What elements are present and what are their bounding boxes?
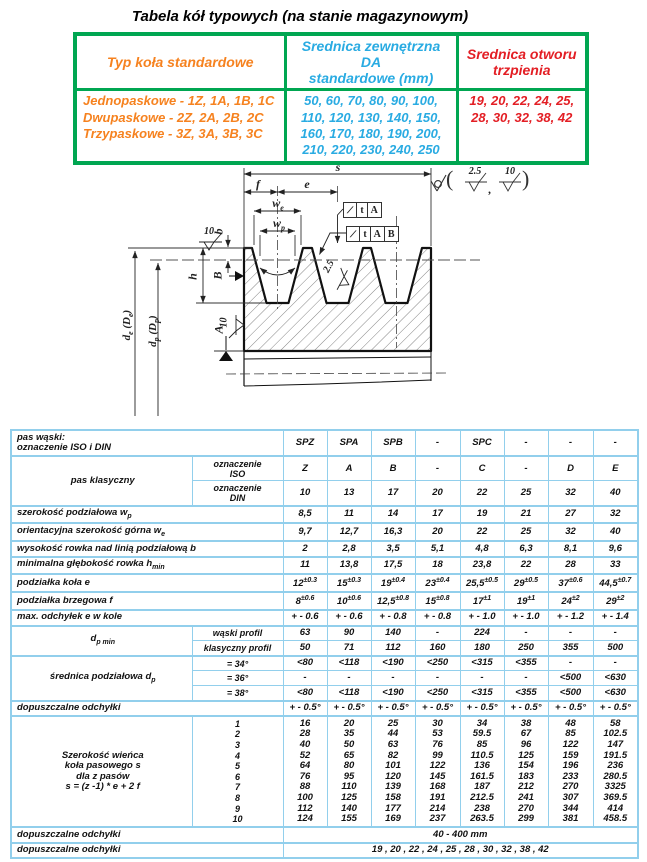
spec-value: 500 bbox=[593, 641, 638, 656]
spec-value: + - 0.6 bbox=[327, 610, 371, 626]
label-s: s bbox=[335, 160, 341, 174]
spec-value: - bbox=[504, 671, 548, 686]
spec-value: $19^{\pm 1}$ bbox=[504, 592, 548, 610]
spec-value: 18 bbox=[415, 557, 460, 575]
spec-value: $17^{\pm 1}$ bbox=[460, 592, 504, 610]
spec-row bbox=[11, 701, 638, 717]
spec-value: 16,3 bbox=[371, 523, 415, 541]
spec-value: 112 bbox=[371, 641, 415, 656]
page-title: Tabela kół typowych (na stanie magazynowym) bbox=[131, 8, 469, 25]
spec-value: 25 bbox=[504, 523, 548, 541]
spec-value: 58 102.5 147 191.5 236 280.5 3325 369.5 414 458.5 bbox=[593, 716, 638, 827]
spec-row bbox=[11, 656, 638, 671]
tolerance-t: t bbox=[356, 203, 366, 217]
spec-value: <355 bbox=[504, 686, 548, 701]
spec-value: + - 0.5° bbox=[415, 701, 460, 717]
spec-value: 30 53 76 99 122 145 168 191 214 237 bbox=[415, 716, 460, 827]
pulley-groove-drawing bbox=[88, 158, 568, 424]
spec-value: 20 35 50 65 80 95 110 125 140 155 bbox=[327, 716, 371, 827]
spec-sublabel: klasyczny profil bbox=[192, 641, 283, 656]
spec-value: 250 bbox=[504, 641, 548, 656]
spec-row-label: podziałka koła e bbox=[11, 574, 283, 592]
spec-value: 13 bbox=[327, 481, 371, 506]
label-de: $d_e$ $(D_e)$ bbox=[120, 309, 136, 341]
spec-row-label: szerokość podziałowa $w_p$ bbox=[11, 506, 283, 524]
spec-value: - bbox=[415, 456, 460, 481]
spec-value: + - 1.0 bbox=[504, 610, 548, 626]
spec-value: 9,7 bbox=[283, 523, 327, 541]
spec-value: 23,8 bbox=[460, 557, 504, 575]
spec-value: $8^{\pm 0.6}$ bbox=[283, 592, 327, 610]
spec-value: 21 bbox=[504, 506, 548, 524]
spec-value: SPC bbox=[460, 430, 504, 456]
spec-value: $37^{\pm 0.6}$ bbox=[548, 574, 593, 592]
legend-close-paren: ) bbox=[522, 166, 530, 191]
spec-value: $29^{\pm 0.5}$ bbox=[504, 574, 548, 592]
spec-row-label: podziałka brzegowa f bbox=[11, 592, 283, 610]
spec-value: 28 bbox=[548, 557, 593, 575]
spec-row-label: pas klasyczny bbox=[11, 456, 192, 505]
stock-outer-diameters: 50, 60, 70, 80, 90, 100, 110, 120, 130, 140, 150, 160, 170, 180, 190, 200, 210, 220, 230, 240, 250 bbox=[285, 90, 457, 164]
groove-spec-table bbox=[10, 429, 639, 859]
spec-value: + - 0.8 bbox=[415, 610, 460, 626]
spec-value: 22 bbox=[460, 523, 504, 541]
spec-row bbox=[11, 574, 638, 592]
spec-sublabel: wąski profil bbox=[192, 626, 283, 641]
spec-sublabel: 1 2 3 4 5 6 7 8 9 10 bbox=[192, 716, 283, 827]
spec-value: 48 85 122 159 196 233 270 307 344 381 bbox=[548, 716, 593, 827]
spec-value: 224 bbox=[460, 626, 504, 641]
pulley-body bbox=[244, 248, 431, 351]
datum-a-marker bbox=[219, 351, 233, 361]
spec-value: 17,5 bbox=[371, 557, 415, 575]
label-b: b bbox=[211, 228, 226, 235]
spec-row bbox=[11, 626, 638, 641]
legend-roughness-2-value: 10 bbox=[505, 166, 515, 177]
label-dp: $d_p$ $(D_p)$ bbox=[146, 315, 162, 347]
groove-spec-table-container bbox=[10, 429, 637, 859]
spec-sublabel: oznaczenie ISO bbox=[192, 456, 283, 481]
spec-value: 8,5 bbox=[283, 506, 327, 524]
spec-value: - bbox=[415, 671, 460, 686]
spec-value: 71 bbox=[327, 641, 371, 656]
spec-value: 32 bbox=[548, 523, 593, 541]
spec-value: 16 28 40 52 64 76 88 100 112 124 bbox=[283, 716, 327, 827]
spec-value: 11 bbox=[327, 506, 371, 524]
spec-value: 22 bbox=[460, 481, 504, 506]
spec-value: 38 67 96 125 154 183 212 241 270 299 bbox=[504, 716, 548, 827]
spec-value: Z bbox=[283, 456, 327, 481]
spec-value: 5,1 bbox=[415, 541, 460, 557]
spec-value: 6,3 bbox=[504, 541, 548, 557]
spec-value: + - 0.5° bbox=[460, 701, 504, 717]
spec-value: + - 0.5° bbox=[504, 701, 548, 717]
spec-row bbox=[11, 523, 638, 541]
spec-row-label: dopuszczalne odchyłki bbox=[11, 827, 283, 843]
datum-ref-a: A bbox=[367, 203, 381, 217]
spec-value: + - 1.4 bbox=[593, 610, 638, 626]
spec-value: - bbox=[548, 656, 593, 671]
spec-value: <355 bbox=[504, 656, 548, 671]
spec-value: $10^{\pm 0.6}$ bbox=[327, 592, 371, 610]
stock-table bbox=[73, 32, 589, 165]
spec-value: $44,5^{\pm 0.7}$ bbox=[593, 574, 638, 592]
spec-value: A bbox=[327, 456, 371, 481]
spec-value: - bbox=[504, 626, 548, 641]
spec-value: $29^{\pm 2}$ bbox=[593, 592, 638, 610]
spec-span-value: 40 - 400 mm bbox=[283, 827, 638, 843]
spec-value: 40 bbox=[593, 523, 638, 541]
spec-row-label: orientacyjna szerokość górna $w_e$ bbox=[11, 523, 283, 541]
spec-value: $25,5^{\pm 0.5}$ bbox=[460, 574, 504, 592]
spec-sublabel: = 36° bbox=[192, 671, 283, 686]
surface-finish-legend-symbol bbox=[431, 175, 446, 191]
spec-value: <630 bbox=[593, 671, 638, 686]
leader-frame2 bbox=[320, 233, 347, 255]
stock-header-outer-diameter: Srednica zewnętrzna DA standardowe (mm) bbox=[285, 34, 457, 90]
label-roughness-groove: 2.5 bbox=[321, 258, 337, 275]
spec-value: + - 0.5° bbox=[548, 701, 593, 717]
spec-value: - bbox=[504, 456, 548, 481]
datum-ref-b: B bbox=[384, 227, 398, 241]
spec-value: 4,8 bbox=[460, 541, 504, 557]
stock-bore-diameters: 19, 20, 22, 24, 25, 28, 30, 32, 38, 42 bbox=[457, 90, 587, 164]
spec-value: <315 bbox=[460, 686, 504, 701]
spec-row bbox=[11, 843, 638, 859]
spec-value: SPA bbox=[327, 430, 371, 456]
legend-open-paren: ( bbox=[446, 166, 454, 191]
spec-value: SPB bbox=[371, 430, 415, 456]
spec-row-label: dopuszczalne odchyłki bbox=[11, 701, 283, 717]
label-h: h bbox=[185, 273, 200, 280]
spec-value: SPZ bbox=[283, 430, 327, 456]
spec-value: - bbox=[548, 626, 593, 641]
runout-icon: ⟋ bbox=[347, 204, 354, 215]
tolerance-t: t bbox=[359, 227, 369, 241]
spec-value: 32 bbox=[593, 506, 638, 524]
spec-value: $12^{\pm 0.3}$ bbox=[283, 574, 327, 592]
spec-value: 34 59.5 85 110.5 136 161.5 187 212.5 238 263.5 bbox=[460, 716, 504, 827]
spec-row-label: dopuszczalne odchyłki bbox=[11, 843, 283, 859]
spec-row bbox=[11, 456, 638, 481]
spec-value: C bbox=[460, 456, 504, 481]
spec-value: - bbox=[327, 671, 371, 686]
spec-value: 25 bbox=[504, 481, 548, 506]
legend-comma: , bbox=[488, 182, 492, 196]
spec-value: + - 0.6 bbox=[283, 610, 327, 626]
spec-value: 25 44 63 82 101 120 139 158 177 169 bbox=[371, 716, 415, 827]
spec-value: <250 bbox=[415, 656, 460, 671]
spec-sublabel: = 34° bbox=[192, 656, 283, 671]
datum-b-marker bbox=[235, 271, 244, 281]
spec-value: B bbox=[371, 456, 415, 481]
spec-value: - bbox=[371, 671, 415, 686]
spec-value: <80 bbox=[283, 656, 327, 671]
spec-row bbox=[11, 827, 638, 843]
spec-row-label: wysokość rowka nad linią podziałową b bbox=[11, 541, 283, 557]
spec-value: + - 0.5° bbox=[593, 701, 638, 717]
spec-value: 32 bbox=[548, 481, 593, 506]
spec-value: - bbox=[504, 430, 548, 456]
spec-value: 10 bbox=[283, 481, 327, 506]
spec-row bbox=[11, 592, 638, 610]
spec-row-label: max. odchyłek e w kole bbox=[11, 610, 283, 626]
spec-row bbox=[11, 430, 638, 456]
spec-value: - bbox=[593, 656, 638, 671]
roughness-left-symbol bbox=[229, 319, 244, 338]
spec-span-value: 19 , 20 , 22 , 24 , 25 , 28 , 30 , 32 , 38 , 42 bbox=[283, 843, 638, 859]
label-wp: $w_p$ bbox=[272, 216, 285, 233]
spec-row bbox=[11, 610, 638, 626]
spec-value: 33 bbox=[593, 557, 638, 575]
spec-row-label: $d_{p min}$ bbox=[11, 626, 192, 656]
spec-value: 13,8 bbox=[327, 557, 371, 575]
spec-value: - bbox=[283, 671, 327, 686]
label-datum-a: A bbox=[211, 325, 226, 334]
label-f: f bbox=[256, 177, 260, 191]
stock-types: Jednopaskowe - 1Z, 1A, 1B, 1C Dwupaskowe - 2Z, 2A, 2B, 2C Trzypaskowe - 3Z, 3A, 3B, 3C bbox=[75, 90, 285, 164]
spec-value: <630 bbox=[593, 686, 638, 701]
spec-value: - bbox=[415, 626, 460, 641]
spec-value: <80 bbox=[283, 686, 327, 701]
spec-value: - bbox=[548, 430, 593, 456]
datum-ref-a: A bbox=[370, 227, 384, 241]
spec-value: - bbox=[593, 626, 638, 641]
spec-value: 19 bbox=[460, 506, 504, 524]
legend-roughness-1-value: 2.5 bbox=[468, 166, 482, 177]
spec-value: 11 bbox=[283, 557, 327, 575]
label-roughness-left: 10 bbox=[218, 317, 230, 328]
runout-icon: ⟋ bbox=[350, 228, 357, 239]
spec-value: E bbox=[593, 456, 638, 481]
spec-value: 40 bbox=[593, 481, 638, 506]
spec-value: + - 1.2 bbox=[548, 610, 593, 626]
spec-value: 140 bbox=[371, 626, 415, 641]
spec-value: $15^{\pm 0.3}$ bbox=[327, 574, 371, 592]
spec-value: + - 0.5° bbox=[283, 701, 327, 717]
tolerance-frame-runout-ab bbox=[346, 226, 399, 242]
spec-value: <118 bbox=[327, 656, 371, 671]
spec-value: <190 bbox=[371, 686, 415, 701]
spec-value: 17 bbox=[415, 506, 460, 524]
spec-value: 63 bbox=[283, 626, 327, 641]
spec-row bbox=[11, 557, 638, 575]
tolerance-frame-runout-a bbox=[343, 202, 382, 218]
spec-value: 17 bbox=[371, 481, 415, 506]
spec-row-label: Szerokość wieńca koła pasowego s dla z pasów s = (z -1) * e + 2 f bbox=[11, 716, 192, 827]
spec-row bbox=[11, 716, 638, 827]
spec-value: - bbox=[460, 671, 504, 686]
spec-value: 180 bbox=[460, 641, 504, 656]
spec-value: + - 0.5° bbox=[327, 701, 371, 717]
spec-value: - bbox=[593, 430, 638, 456]
spec-value: 22 bbox=[504, 557, 548, 575]
stock-header-bore: Srednica otworu trzpienia bbox=[457, 34, 587, 90]
spec-value: + - 0.8 bbox=[371, 610, 415, 626]
spec-value: <250 bbox=[415, 686, 460, 701]
spec-sublabel: oznaczenie DIN bbox=[192, 481, 283, 506]
spec-row bbox=[11, 506, 638, 524]
stock-header-type: Typ koła standardowe bbox=[75, 34, 285, 90]
label-e: e bbox=[304, 177, 310, 191]
spec-value: <315 bbox=[460, 656, 504, 671]
spec-value: 2,8 bbox=[327, 541, 371, 557]
label-roughness-top: 10 bbox=[204, 226, 214, 237]
spec-value: 50 bbox=[283, 641, 327, 656]
spec-value: 9,6 bbox=[593, 541, 638, 557]
spec-value: 355 bbox=[548, 641, 593, 656]
spec-value: <118 bbox=[327, 686, 371, 701]
spec-value: 20 bbox=[415, 523, 460, 541]
spec-value: + - 1.0 bbox=[460, 610, 504, 626]
spec-value: 90 bbox=[327, 626, 371, 641]
spec-value: 20 bbox=[415, 481, 460, 506]
spec-value: 2 bbox=[283, 541, 327, 557]
spec-value: 12,7 bbox=[327, 523, 371, 541]
spec-value: 27 bbox=[548, 506, 593, 524]
spec-row-label: minimalna głębokość rowka $h_{min}$ bbox=[11, 557, 283, 575]
spec-value: $19^{\pm 0.4}$ bbox=[371, 574, 415, 592]
spec-row-label: pas wąski: oznaczenie ISO i DIN bbox=[11, 430, 283, 456]
spec-value: <500 bbox=[548, 671, 593, 686]
label-we: $w_e$ bbox=[272, 196, 284, 213]
spec-value: + - 0.5° bbox=[371, 701, 415, 717]
spec-value: 14 bbox=[371, 506, 415, 524]
label-datum-b: B bbox=[210, 271, 225, 280]
spec-value: $23^{\pm 0.4}$ bbox=[415, 574, 460, 592]
spec-value: 3,5 bbox=[371, 541, 415, 557]
spec-value: $12,5^{\pm 0.8}$ bbox=[371, 592, 415, 610]
spec-value: D bbox=[548, 456, 593, 481]
spec-value: 160 bbox=[415, 641, 460, 656]
spec-row-label: średnica podziałowa $d_p$ bbox=[11, 656, 192, 701]
spec-value: - bbox=[415, 430, 460, 456]
spec-value: 8,1 bbox=[548, 541, 593, 557]
spec-row bbox=[11, 541, 638, 557]
spec-value: $24^{\pm 2}$ bbox=[548, 592, 593, 610]
spec-value: $15^{\pm 0.8}$ bbox=[415, 592, 460, 610]
spec-sublabel: = 38° bbox=[192, 686, 283, 701]
spec-value: <190 bbox=[371, 656, 415, 671]
spec-value: <500 bbox=[548, 686, 593, 701]
